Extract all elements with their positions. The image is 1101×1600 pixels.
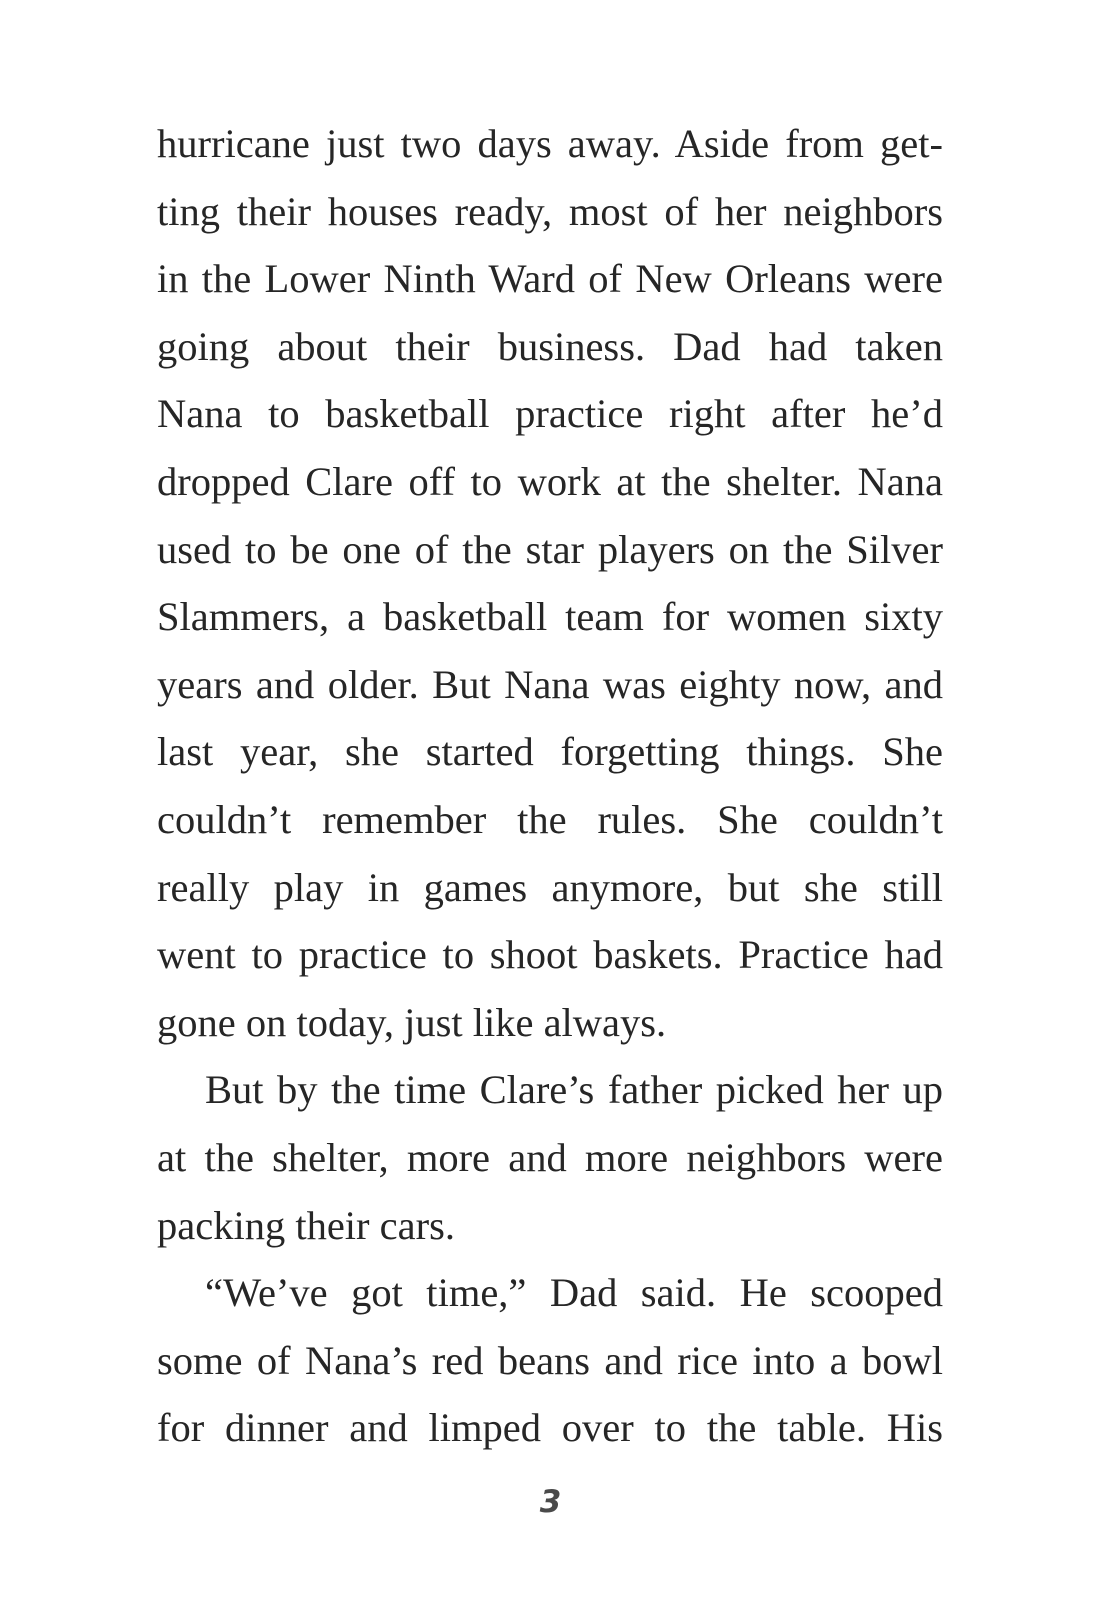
text-line: “We’ve got time,” Dad said. He scooped	[205, 1270, 943, 1316]
text-line: at the shelter, more and more neighbors were	[157, 1134, 943, 1180]
text-line: years and older. But Nana was eighty now, and	[157, 661, 943, 707]
text-line: dropped Clare off to work at the shelter. Nana	[157, 458, 943, 504]
text-line: some of Nana’s red beans and rice into a bowl	[157, 1337, 943, 1383]
text-line: hurricane just two days away. Aside from get-	[157, 121, 943, 166]
text-line: gone on today, just like always.	[157, 999, 667, 1045]
text-line: packing their cars.	[157, 1202, 455, 1248]
body-text	[157, 110, 943, 1462]
text-line: in the Lower Ninth Ward of New Orleans were	[157, 256, 943, 302]
text-line: going about their business. Dad had taken	[157, 323, 943, 369]
page-number: 3	[539, 1484, 562, 1520]
text-line: couldn’t remember the rules. She couldn’t	[157, 796, 943, 842]
text-line: for dinner and limped over to the table. His	[157, 1405, 943, 1451]
text-line: ting their houses ready, most of her neighbors	[157, 188, 943, 234]
text-line: went to practice to shoot baskets. Practice had	[157, 932, 943, 978]
text-line: really play in games anymore, but she still	[157, 864, 943, 910]
text-line: last year, she started forgetting things. She	[157, 729, 943, 775]
text-line: But by the time Clare’s father picked her up	[205, 1067, 943, 1113]
text-line: Nana to basketball practice right after he’d	[157, 391, 943, 437]
text-line: Slammers, a basketball team for women sixty	[157, 594, 943, 640]
text-line: used to be one of the star players on the Silver	[157, 526, 943, 572]
